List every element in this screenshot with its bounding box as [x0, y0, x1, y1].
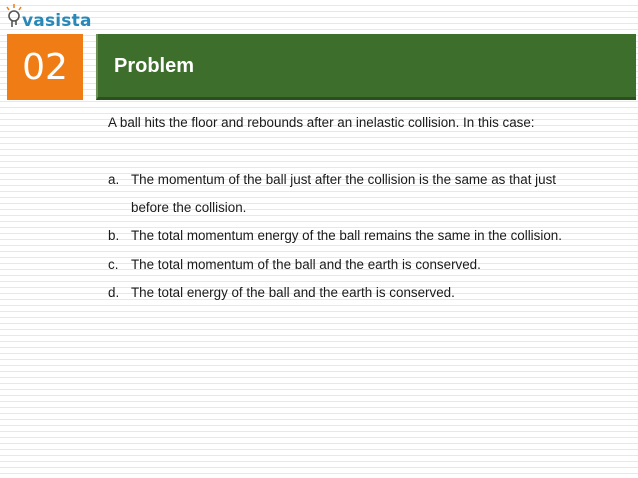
- option-label: c.: [108, 257, 119, 272]
- option-a-continuation: before the collision.: [131, 200, 247, 215]
- option-d: [108, 285, 455, 300]
- logo: [4, 1, 92, 31]
- option-c: [108, 257, 481, 272]
- option-label: a.: [108, 172, 120, 187]
- option-text: The momentum of the ball just after the collision is the same as that just: [131, 172, 556, 187]
- logo-text: vasista: [22, 11, 92, 31]
- question-text: A ball hits the floor and rebounds after an inelastic collision. In this case:: [108, 115, 535, 130]
- option-text: The total momentum energy of the ball remains the same in the collision.: [131, 228, 562, 243]
- option-b: [108, 228, 562, 243]
- title-bar: [96, 34, 636, 100]
- page-title: Problem: [114, 55, 195, 77]
- option-text: The total momentum of the ball and the earth is conserved.: [131, 257, 481, 272]
- option-label: d.: [108, 285, 120, 300]
- option-label: b.: [108, 228, 120, 243]
- section-number: 02: [7, 34, 83, 100]
- option-text: The total energy of the ball and the earth is conserved.: [131, 285, 455, 300]
- lightbulb-icon: [4, 3, 24, 31]
- option-a: [108, 172, 556, 187]
